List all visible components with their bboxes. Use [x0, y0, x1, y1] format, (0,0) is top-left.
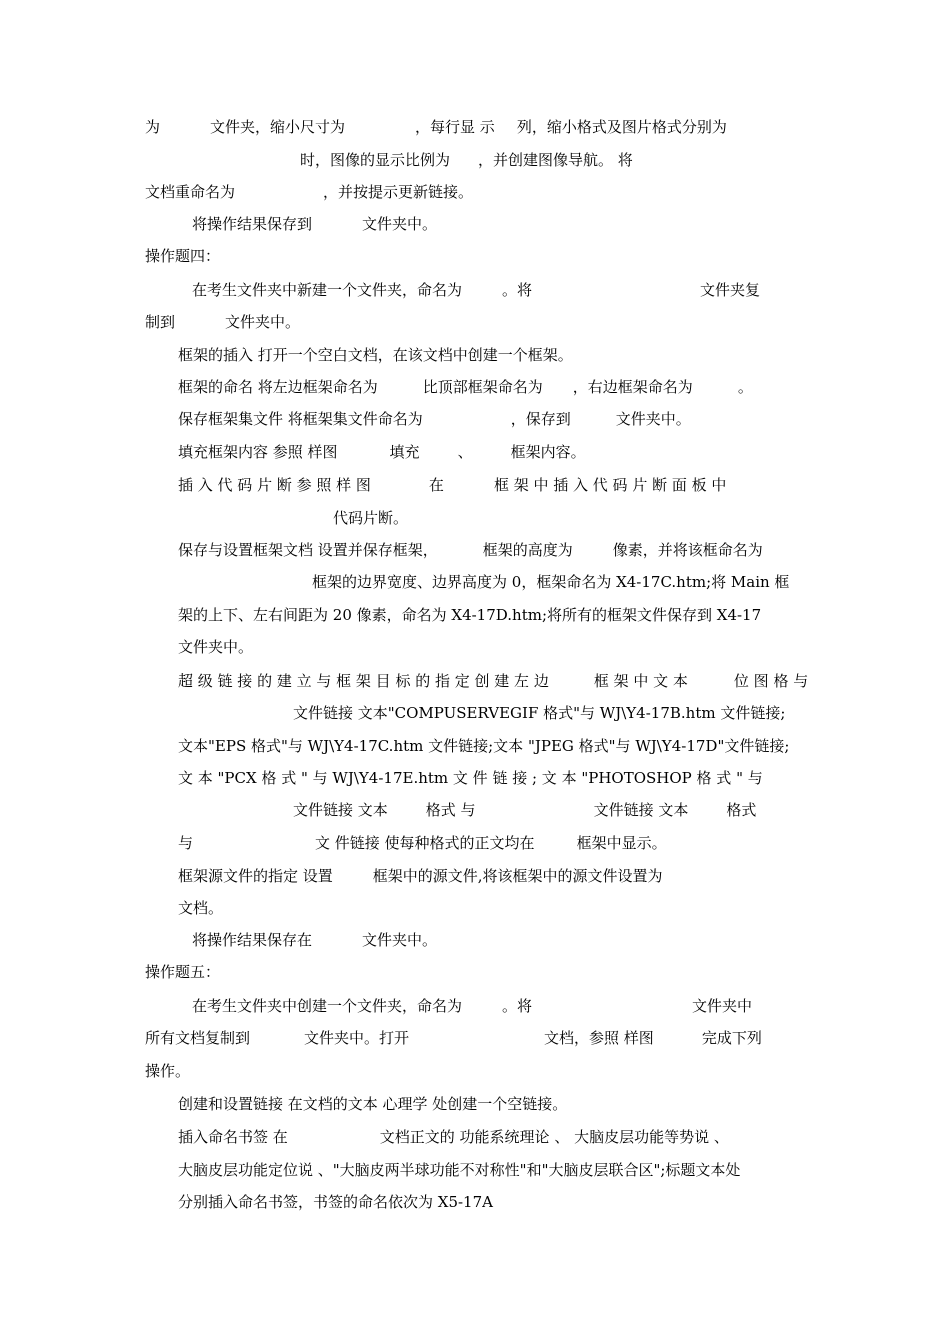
text-segment: 与 — [178, 834, 194, 852]
text-segment: 文件链接 文本 — [293, 801, 388, 819]
text-segment: 超 级 链 接 的 建 立 与 框 架 目 标 的 指 定 创 建 左 边 — [178, 672, 549, 690]
text-segment: 文件夹中。 — [615, 410, 691, 428]
text-segment: 文档。 — [178, 899, 224, 917]
text-segment: 文件链接 文本 — [593, 801, 689, 819]
text-line — [333, 508, 408, 528]
text-segment: 文件链接 文本"COMPUSERVEGIF 格式"与 WJ\Y4-17B.htm 文件链接; — [293, 704, 786, 722]
text-segment: 文件夹中。 — [225, 313, 301, 331]
text-segment: 制到 — [145, 313, 176, 331]
text-segment: 框架内容。 — [510, 443, 586, 461]
text-line — [178, 475, 726, 495]
text-line — [178, 1127, 729, 1147]
text-segment: 填充框架内容 参照 样图 — [178, 443, 338, 461]
text-segment: 文档重命名为 — [145, 183, 236, 201]
text-segment: 框架中的源文件,将该框架中的源文件设置为 — [372, 867, 663, 885]
text-segment: 框架源文件的指定 设置 — [178, 867, 333, 885]
text-line — [178, 540, 763, 560]
text-segment: 完成下列 — [701, 1029, 762, 1047]
text-segment: ，并创建图像导航。 将 — [478, 151, 633, 169]
text-line — [192, 214, 437, 234]
text-segment: ，每行显 示 — [415, 118, 495, 136]
text-line — [145, 1061, 190, 1081]
text-line — [145, 117, 727, 137]
text-segment: 位 图 格 与 — [733, 672, 809, 690]
text-line — [192, 930, 437, 950]
text-segment: 文件夹中。 — [178, 638, 254, 656]
text-segment: 框 架 中 插 入 代 码 片 断 面 板 中 — [493, 476, 727, 494]
text-segment: 在考生文件夹中新建一个文件夹，命名为 — [192, 281, 463, 299]
text-segment: 框架的插入 打开一个空白文档，在该文档中创建一个框架。 — [178, 346, 573, 364]
text-segment: 文件夹中。 — [362, 215, 438, 233]
text-segment: 在 — [428, 476, 444, 494]
text-segment: 所有文档复制到 — [145, 1029, 251, 1047]
text-line — [145, 962, 220, 982]
text-line — [293, 800, 756, 820]
text-segment: 文件夹复 — [700, 281, 761, 299]
text-segment: 大脑皮层功能定位说 、"大脑皮两半球功能不对称性"和"大脑皮层联合区";标题文本处 — [178, 1161, 741, 1179]
text-segment: 格式 — [726, 801, 757, 819]
text-line — [178, 898, 223, 918]
text-line — [178, 409, 691, 429]
text-segment: 。将 — [502, 997, 533, 1015]
text-segment: 格式 与 — [425, 801, 476, 819]
text-segment: 创建和设置链接 在文档的文本 心理学 处创建一个空链接。 — [178, 1095, 568, 1113]
text-segment: 代码片断。 — [333, 509, 409, 527]
text-segment: 架的上下、左右间距为 20 像素，命名为 X4-17D.htm;将所有的框架文件保存到 X4-17 — [178, 606, 762, 624]
text-segment: 操作题四： — [145, 247, 221, 265]
text-segment: 将操作结果保存到 — [192, 215, 313, 233]
text-segment: 保存框架集文件 将框架集文件命名为 — [178, 410, 423, 428]
text-segment: 。将 — [502, 281, 533, 299]
text-line — [145, 246, 220, 266]
text-segment: 插入命名书签 在 — [178, 1128, 288, 1146]
text-line — [178, 736, 789, 756]
text-segment: 文件夹中。 — [362, 931, 438, 949]
text-segment: 将操作结果保存在 — [192, 931, 313, 949]
text-segment: 、 — [457, 443, 473, 461]
text-line — [178, 866, 663, 886]
text-segment: 操作。 — [145, 1062, 191, 1080]
text-line — [178, 1192, 493, 1212]
text-segment: ，并按提示更新链接。 — [323, 183, 474, 201]
text-line — [293, 703, 785, 723]
text-line — [145, 1028, 762, 1048]
text-line — [145, 182, 473, 202]
text-line — [192, 996, 752, 1016]
text-line — [178, 637, 253, 657]
text-segment: 分别插入命名书签，书签的命名依次为 X5-17A — [178, 1193, 493, 1211]
text-line — [178, 768, 763, 788]
text-segment: 填充 — [389, 443, 420, 461]
text-segment: ，保存到 — [510, 410, 571, 428]
text-line — [300, 150, 633, 170]
text-segment: 为 — [145, 118, 161, 136]
text-line — [178, 1160, 740, 1180]
text-segment: 文档，参照 样图 — [544, 1029, 654, 1047]
text-segment: 时，图像的显示比例为 — [300, 151, 451, 169]
text-segment: 。 — [737, 378, 753, 396]
text-segment: 框架的高度为 — [482, 541, 573, 559]
text-line — [192, 280, 760, 300]
text-line — [178, 345, 573, 365]
text-segment: 文本"EPS 格式"与 WJ\Y4-17C.htm 文件链接;文本 "JPEG 格式"与 WJ\Y4-17D"文件链接; — [178, 737, 790, 755]
text-line — [178, 377, 753, 397]
text-segment: 框 架 中 文 本 — [593, 672, 688, 690]
text-segment: 在考生文件夹中创建一个文件夹，命名为 — [192, 997, 463, 1015]
text-segment: 框架的边界宽度、边界高度为 0，框架命名为 X4-17C.htm;将 Main 框 — [312, 573, 790, 591]
text-line — [178, 442, 586, 462]
text-segment: 文档正文的 功能系统理论 、 大脑皮层功能等势说 、 — [379, 1128, 729, 1146]
text-segment: ，右边框架命名为 — [572, 378, 693, 396]
text-segment: 文件夹，缩小尺寸为 — [210, 118, 346, 136]
text-segment: 文件夹中。打开 — [304, 1029, 410, 1047]
text-segment: 文 件链接 使每种格式的正文均在 — [315, 834, 535, 852]
text-segment: 像素，并将该框命名为 — [612, 541, 763, 559]
text-line — [178, 833, 667, 853]
text-segment: 操作题五： — [145, 963, 221, 981]
text-segment: 文 本 "PCX 格 式 " 与 WJ\Y4-17E.htm 文 件 链 接 ; 文 本 "PHOTOSHOP 格 式 " 与 — [178, 769, 763, 787]
text-line — [178, 671, 808, 691]
text-segment: 保存与设置框架文档 设置并保存框架， — [178, 541, 438, 559]
text-line — [178, 1094, 567, 1114]
text-segment: 列，缩小格式及图片格式分别为 — [516, 118, 727, 136]
text-segment: 框架的命名 将左边框架命名为 — [178, 378, 378, 396]
text-segment: 插 入 代 码 片 断 参 照 样 图 — [178, 476, 371, 494]
text-line — [178, 605, 761, 625]
text-segment: 比顶部框架命名为 — [422, 378, 543, 396]
text-segment: 框架中显示。 — [576, 834, 667, 852]
text-line — [312, 572, 789, 592]
text-line — [145, 312, 300, 332]
text-segment: 文件夹中 — [692, 997, 753, 1015]
